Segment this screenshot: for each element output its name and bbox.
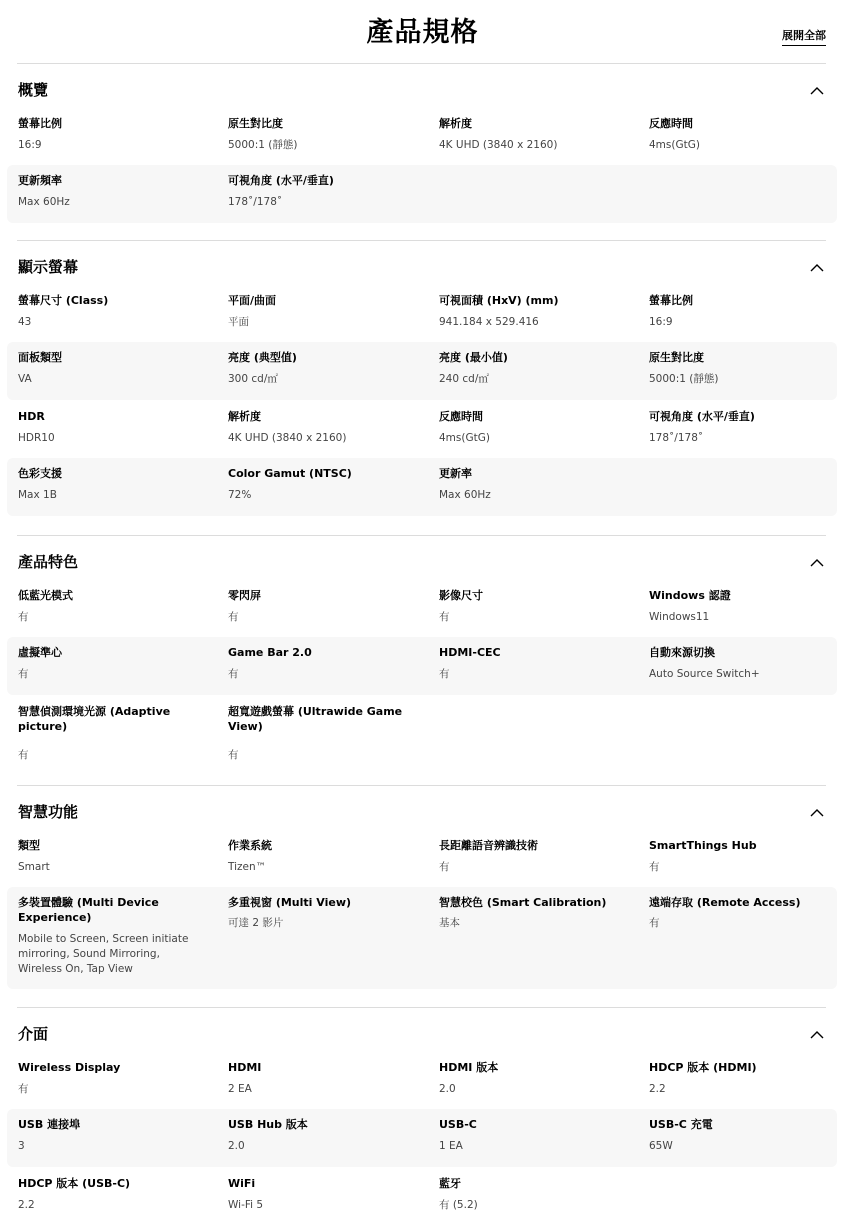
spec-item — [649, 285, 839, 343]
spec-value: 有 (5.2) — [439, 1199, 478, 1211]
spec-value: 有 — [228, 668, 239, 680]
spec-item — [649, 342, 839, 400]
spec-value: 5000:1 (靜態) — [228, 139, 298, 151]
section-divider — [17, 785, 826, 786]
spec-row — [7, 458, 837, 516]
spec-label: HDR — [18, 410, 45, 423]
spec-item — [18, 887, 208, 989]
spec-value: 178˚/178˚ — [228, 196, 283, 208]
section-title: 概覽 — [18, 81, 49, 99]
spec-value: Max 60Hz — [439, 489, 491, 501]
spec-label: 原生對比度 — [228, 117, 283, 130]
spec-value: 3 — [18, 1140, 25, 1152]
spec-value: 有 — [18, 611, 29, 623]
spec-item — [649, 1109, 839, 1167]
spec-value: 240 cd/㎡ — [439, 373, 489, 385]
section-divider — [17, 63, 826, 64]
spec-item — [228, 580, 418, 638]
spec-label: 藍牙 — [439, 1177, 461, 1190]
spec-label: 反應時間 — [439, 410, 483, 423]
spec-value: Wi-Fi 5 — [228, 1199, 264, 1211]
spec-label: HDMI 版本 — [439, 1061, 499, 1074]
spec-item — [18, 342, 208, 400]
spec-value: Max 60Hz — [18, 196, 70, 208]
spec-value: Tizen™ — [228, 861, 267, 873]
spec-value: 72% — [228, 489, 252, 501]
spec-item — [18, 1109, 208, 1167]
spec-item — [649, 401, 839, 459]
spec-row — [7, 401, 837, 459]
spec-row — [7, 887, 837, 989]
spec-label: 更新頻率 — [18, 174, 62, 187]
spec-item — [228, 830, 418, 888]
spec-value: 平面 — [228, 316, 249, 328]
spec-value: Max 1B — [18, 489, 57, 501]
spec-label: 螢幕比例 — [649, 294, 693, 307]
spec-label: 螢幕尺寸 (Class) — [18, 294, 109, 307]
spec-label: HDMI — [228, 1061, 262, 1074]
spec-label: Wireless Display — [18, 1061, 121, 1074]
spec-label: 螢幕比例 — [18, 117, 62, 130]
spec-label: 平面/曲面 — [228, 294, 277, 307]
spec-value: HDR10 — [18, 432, 55, 444]
spec-item — [649, 830, 839, 888]
spec-label: 作業系統 — [228, 839, 272, 852]
spec-item — [228, 1168, 418, 1226]
spec-value: 65W — [649, 1140, 673, 1152]
spec-item — [439, 830, 629, 888]
spec-value: 4K UHD (3840 x 2160) — [439, 139, 558, 151]
spec-value: Mobile to Screen, Screen initiate mirroring, Sound Mirroring, Wireless On, Tap View — [18, 933, 189, 975]
spec-label: 亮度 (典型值) — [228, 351, 297, 364]
spec-item — [649, 637, 839, 695]
spec-item — [439, 1109, 629, 1167]
spec-label: 可視角度 (水平/垂直) — [228, 174, 334, 187]
page-title: 產品規格 — [366, 17, 479, 48]
section-divider — [17, 1007, 826, 1008]
spec-value: 941.184 x 529.416 — [439, 316, 539, 328]
spec-item — [228, 342, 418, 400]
spec-item — [18, 1052, 208, 1110]
section-title: 顯示螢幕 — [18, 258, 79, 276]
spec-item — [439, 1052, 629, 1110]
spec-label: HDMI-CEC — [439, 646, 501, 659]
spec-label: 影像尺寸 — [439, 589, 483, 602]
spec-label: 零閃屏 — [228, 589, 261, 602]
spec-item — [18, 830, 208, 888]
spec-item — [228, 108, 418, 166]
spec-value: 有 — [18, 1083, 29, 1095]
spec-item — [228, 1109, 418, 1167]
spec-value: Smart — [18, 861, 50, 873]
spec-label: 超寬遊戲螢幕 (Ultrawide Game View) — [228, 705, 403, 733]
spec-row — [7, 696, 837, 768]
spec-row — [7, 285, 837, 343]
spec-row — [7, 1168, 837, 1226]
spec-item — [228, 637, 418, 695]
spec-item — [228, 1052, 418, 1110]
spec-label: WiFi — [228, 1177, 256, 1190]
spec-item — [18, 1168, 208, 1226]
spec-item — [228, 165, 418, 223]
spec-label: 更新率 — [439, 467, 472, 480]
spec-label: SmartThings Hub — [649, 839, 757, 852]
spec-item — [18, 401, 208, 459]
spec-label: 亮度 (最小值) — [439, 351, 508, 364]
spec-item — [649, 108, 839, 166]
spec-value: VA — [18, 373, 32, 385]
spec-item — [18, 165, 208, 223]
spec-item — [18, 285, 208, 343]
spec-item — [439, 887, 629, 989]
spec-value: 有 — [18, 749, 29, 761]
spec-value: 有 — [439, 611, 450, 623]
spec-item — [18, 637, 208, 695]
section-divider — [17, 240, 826, 241]
expand-all-link[interactable]: 展開全部 — [782, 27, 826, 46]
spec-label: USB-C — [439, 1118, 477, 1131]
spec-item — [439, 637, 629, 695]
spec-value: 有 — [439, 861, 450, 873]
spec-label: 色彩支援 — [18, 467, 62, 480]
spec-item — [439, 108, 629, 166]
spec-label: 智慧校色 (Smart Calibration) — [439, 896, 607, 909]
spec-row — [7, 580, 837, 638]
spec-label: 遠端存取 (Remote Access) — [649, 896, 801, 909]
spec-label: 低藍光模式 — [18, 589, 73, 602]
spec-label: 虛擬準心 — [18, 646, 62, 659]
spec-row — [7, 108, 837, 166]
spec-item — [649, 1052, 839, 1110]
spec-value: 16:9 — [18, 139, 42, 151]
spec-item — [439, 1168, 629, 1226]
spec-label: 反應時間 — [649, 117, 693, 130]
section-title: 智慧功能 — [18, 803, 79, 821]
spec-value: Auto Source Switch+ — [649, 668, 760, 680]
spec-label: 自動來源切換 — [649, 646, 715, 659]
spec-value: 1 EA — [439, 1140, 463, 1152]
spec-value: 有 — [649, 861, 660, 873]
spec-item — [228, 285, 418, 343]
spec-item — [439, 285, 629, 343]
spec-value: 43 — [18, 316, 32, 328]
chevron-up-icon[interactable] — [810, 81, 824, 91]
spec-label: Color Gamut (NTSC) — [228, 467, 352, 480]
spec-label: USB 連接埠 — [18, 1118, 81, 1131]
spec-value: 可達 2 影片 — [228, 917, 284, 929]
spec-value: 2.2 — [18, 1199, 35, 1211]
chevron-up-icon[interactable] — [810, 258, 824, 268]
spec-item — [439, 580, 629, 638]
section-divider — [17, 535, 826, 536]
spec-item — [18, 108, 208, 166]
spec-item — [228, 458, 418, 516]
spec-item — [18, 580, 208, 638]
spec-item — [228, 696, 418, 768]
spec-value: 有 — [649, 917, 660, 929]
section-title: 產品特色 — [18, 553, 79, 571]
spec-label: 解析度 — [228, 410, 261, 423]
spec-item — [439, 458, 629, 516]
chevron-up-icon[interactable] — [810, 803, 824, 813]
spec-label: Game Bar 2.0 — [228, 646, 312, 659]
chevron-up-icon[interactable] — [810, 553, 824, 563]
spec-label: 長距離語音辨識技術 — [439, 839, 538, 852]
spec-row — [7, 637, 837, 695]
spec-label: 類型 — [18, 839, 40, 852]
spec-label: Windows 認證 — [649, 589, 731, 602]
spec-item — [649, 580, 839, 638]
spec-row — [7, 1109, 837, 1167]
spec-value: 2 EA — [228, 1083, 252, 1095]
spec-row — [7, 1052, 837, 1110]
spec-label: 可視角度 (水平/垂直) — [649, 410, 755, 423]
spec-value: 2.2 — [649, 1083, 666, 1095]
spec-label: 多重視窗 (Multi View) — [228, 896, 352, 909]
spec-label: 智慧偵測環境光源 (Adaptive picture) — [18, 705, 171, 733]
spec-value: 4ms(GtG) — [649, 139, 700, 151]
spec-label: 多裝置體驗 (Multi Device Experience) — [18, 896, 159, 924]
spec-value: 有 — [439, 668, 450, 680]
spec-value: 5000:1 (靜態) — [649, 373, 719, 385]
spec-label: HDCP 版本 (USB-C) — [18, 1177, 131, 1190]
spec-item — [228, 401, 418, 459]
spec-label: HDCP 版本 (HDMI) — [649, 1061, 757, 1074]
spec-value: 178˚/178˚ — [649, 432, 704, 444]
spec-value: 基本 — [439, 917, 460, 929]
spec-label: USB Hub 版本 — [228, 1118, 308, 1131]
spec-row — [7, 830, 837, 888]
spec-label: 解析度 — [439, 117, 472, 130]
spec-item — [649, 887, 839, 989]
chevron-up-icon[interactable] — [810, 1025, 824, 1035]
spec-value: 300 cd/㎡ — [228, 373, 278, 385]
spec-item — [439, 342, 629, 400]
spec-value: 有 — [228, 611, 239, 623]
spec-item — [18, 696, 208, 768]
spec-value: Windows11 — [649, 611, 710, 623]
spec-row — [7, 342, 837, 400]
section-title: 介面 — [18, 1025, 49, 1043]
spec-label: 面板類型 — [18, 351, 62, 364]
spec-item — [439, 401, 629, 459]
spec-value: 2.0 — [228, 1140, 245, 1152]
spec-label: 可視面積 (HxV) (mm) — [439, 294, 559, 307]
spec-label: 原生對比度 — [649, 351, 704, 364]
spec-value: 2.0 — [439, 1083, 456, 1095]
spec-label: USB-C 充電 — [649, 1118, 713, 1131]
spec-item — [228, 887, 418, 989]
spec-item — [18, 458, 208, 516]
spec-row — [7, 165, 837, 223]
spec-value: 4ms(GtG) — [439, 432, 490, 444]
spec-value: 16:9 — [649, 316, 673, 328]
spec-value: 4K UHD (3840 x 2160) — [228, 432, 347, 444]
spec-value: 有 — [18, 668, 29, 680]
spec-value: 有 — [228, 749, 239, 761]
